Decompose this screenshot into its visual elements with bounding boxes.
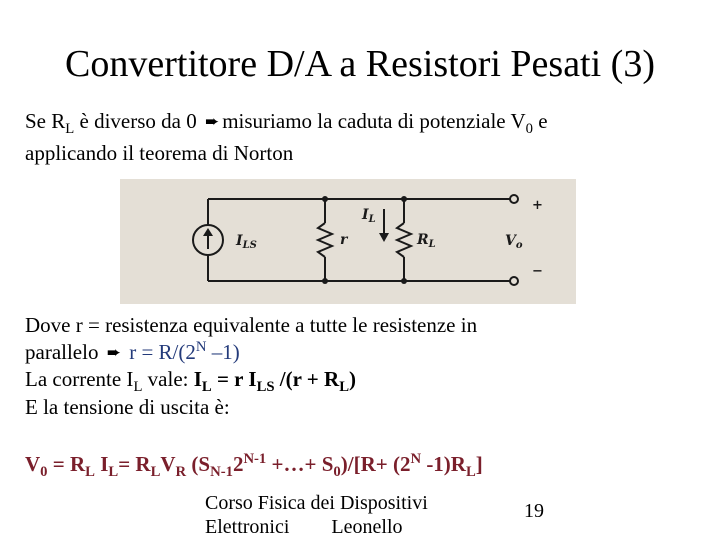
label-minus: − [532,264,543,279]
slide-number: 19 [524,500,544,522]
footer-line-1: Corso Fisica dei Dispositivi [205,492,428,514]
output-terminal-minus [510,277,518,285]
sub-l: L [133,379,143,396]
label-plus: + [532,198,543,213]
circuit-diagram [120,179,576,304]
body-text-corrente: La corrente I [25,367,134,391]
right-arrow-icon: ➨ [106,343,121,362]
output-terminal-plus [510,195,518,203]
label-il: $I_L$ [362,207,376,225]
label-r: r [340,232,348,248]
resistor-rl-symbol [397,223,411,257]
resistor-r-symbol [318,223,332,257]
intro-sub-0: 0 [525,121,533,138]
formula-r: $r = R/(2^N$ –1) [129,339,240,364]
right-arrow-icon: ➨ [204,112,220,131]
intro-text-b: è diverso da 0 [74,109,197,133]
body-line-4: E la tensione di uscita è: [25,395,230,419]
body-line-1: Dove r = resistenza equivalente a tutte le resistenze in [25,313,478,337]
footer-text-elettronici: Elettronici [205,516,290,538]
formula-il: $I_L = r$ $I_{LS}$ $/(r + R_L)$ [193,367,356,396]
body-text-parallelo: parallelo [25,340,99,364]
intro-text-d: e [533,109,548,133]
footer-line-2 [205,516,403,539]
footer-text-author: Leonello [331,516,403,538]
intro-line-2: applicando il teorema di Norton [25,141,294,165]
label-vo: $V_o$ [505,233,523,251]
slide-title: Convertitore D/A a Resistori Pesati (3) [65,43,655,85]
output-voltage-equation: $V_0 = R_L$ $I_L= R_LV_R$ ($S_{N-1}2^{N-1}$ +…+ $S_0)/[R+ (2^N$ $-1)R_L$] [25,451,483,481]
intro-sub-l: L [65,121,75,138]
norton-circuit-figure [120,179,576,304]
intro-text-a: Se R [25,109,66,133]
label-ils: $I_{LS}$ [236,233,257,251]
body-text-vale: vale: [142,367,194,391]
intro-text-c: misuriamo la caduta di potenziale V [222,109,526,133]
il-arrow-head [379,233,389,242]
body-line-2 [25,339,240,366]
label-rl: $R_L$ [417,232,436,250]
intro-line-1 [25,108,548,138]
body-line-3 [25,366,356,396]
